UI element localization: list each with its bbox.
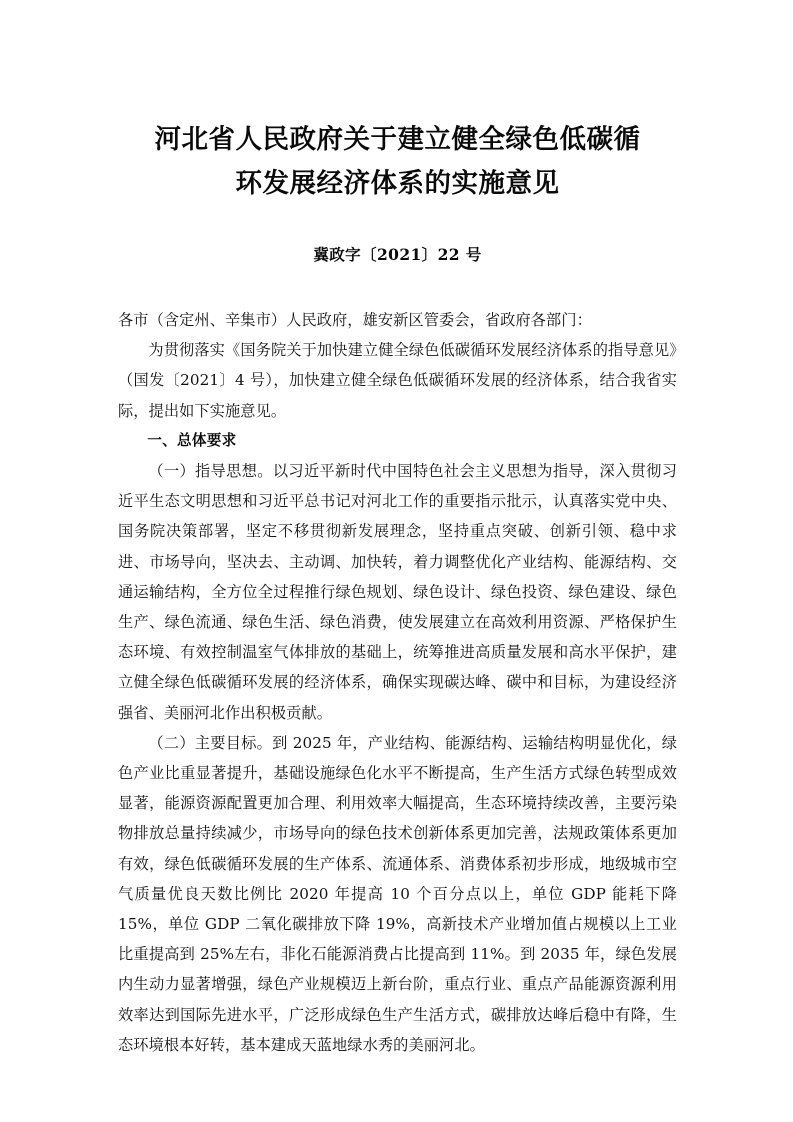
section-1-paragraph-2: （二）主要目标。到 2025 年，产业结构、能源结构、运输结构明显优化，绿色产业比重显著提升，基础设施绿色化水平不断提高，生产生活方式绿色转型成效显著，能源资源配置更加合理、利用效率大幅提高，生态环境持续改善，主要污染物排放总量持续减少，市场导向的绿色技术创新体系更加完善，法规政策体系更加有效，绿色低碳循环发展的生产体系、流通体系、消费体系初步形成，地级城市空气质量优良天数比例比 2020 年提高 10 个百分点以上，单位 GDP 能耗下降 15%，单位 GDP 二氧化碳排放下降 19%，高新技术产业增加值占规模以上工业比重提高到 25%左右，非化石能源消费占比提高到 11%。到 2035 年，绿色发展内生动力显著增强，绿色产业规模迈上新台阶，重点行业、重点产品能源资源利用效率达到国际先进水平，广泛形成绿色生产生活方式，碳排放达峰后稳中有降，生态环境根本好转，基本建成天蓝地绿水秀的美丽河北。 bbox=[118, 733, 677, 1054]
section-heading-1: 一、总体要求 bbox=[147, 431, 237, 449]
page-title-line-2: 环发展经济体系的实施意见 bbox=[235, 168, 560, 199]
document-number: 冀政字〔2021〕22 号 bbox=[313, 245, 482, 264]
document-body bbox=[118, 267, 677, 1060]
page-title bbox=[118, 0, 677, 206]
document-content bbox=[118, 0, 677, 1060]
preamble-paragraph: 为贯彻落实《国务院关于加快建立健全绿色低碳循环发展经济体系的指导意见》（国发〔2021〕4 号），加快建立健全绿色低碳循环发展的经济体系，结合我省实际，提出如下实施意见。 bbox=[118, 341, 677, 420]
page-title-line-1: 河北省人民政府关于建立健全绿色低碳循 bbox=[154, 124, 641, 155]
section-1-paragraph-1: （一）指导思想。以习近平新时代中国特色社会主义思想为指导，深入贯彻习近平生态文明思想和习近平总书记对河北工作的重要指示批示，认真落实党中央、国务院决策部署，坚定不移贯彻新发展理念，坚持重点突破、创新引领、稳中求进、市场导向，坚决去、主动调、加快转，着力调整优化产业结构、能源结构、交通运输结构，全方位全过程推行绿色规划、绿色设计、绿色投资、绿色建设、绿色生产、绿色流通、绿色生活、绿色消费，使发展建立在高效利用资源、严格保护生态环境、有效控制温室气体排放的基础上，统筹推进高质量发展和高水平保护，建立健全绿色低碳循环发展的经济体系，确保实现碳达峰、碳中和目标，为建设经济强省、美丽河北作出积极贡献。 bbox=[118, 462, 677, 722]
addressee-line: 各市（含定州、辛集市）人民政府，雄安新区管委会，省政府各部门： bbox=[118, 311, 592, 329]
